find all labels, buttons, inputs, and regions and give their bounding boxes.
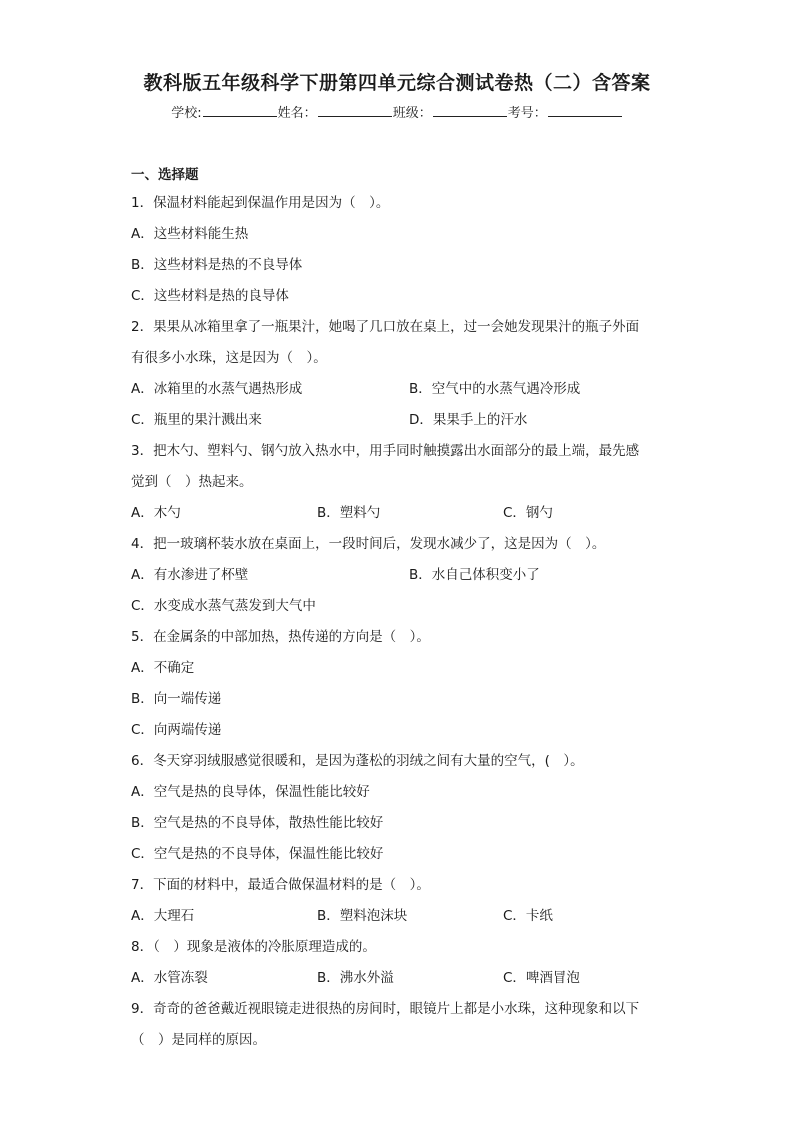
question-option: A．这些材料能生热 bbox=[131, 226, 249, 242]
question-stem: 2．果果从冰箱里拿了一瓶果汁，她喝了几口放在桌上，过一会她发现果汁的瓶子外面 bbox=[131, 319, 640, 335]
question-option: B．空气中的水蒸气遇冷形成 bbox=[409, 381, 581, 397]
question-option: B．沸水外溢 bbox=[317, 970, 394, 986]
question-option: C．钢勺 bbox=[503, 505, 553, 521]
question-option: B．这些材料是热的不良导体 bbox=[131, 257, 303, 273]
question-stem: 3．把木勺、塑料勺、钢勺放入热水中，用手同时触摸露出水面部分的最上端，最先感 bbox=[131, 443, 640, 459]
question-stem-continued: 有很多小水珠，这是因为（ ）。 bbox=[131, 350, 327, 366]
class-label: 班级： bbox=[392, 106, 432, 121]
question-option: B．向一端传递 bbox=[131, 691, 222, 707]
exam-no-label: 考号： bbox=[507, 106, 547, 121]
document-title: 教科版五年级科学下册第四单元综合测试卷热（二）含答案 bbox=[143, 72, 651, 94]
question-option: C．空气是热的不良导体，保温性能比较好 bbox=[131, 846, 384, 862]
question-option: B．水自己体积变小了 bbox=[409, 567, 540, 583]
question-option: A．木勺 bbox=[131, 505, 181, 521]
question-stem: 8．（ ）现象是液体的冷胀原理造成的。 bbox=[131, 939, 376, 955]
option-row bbox=[131, 901, 671, 932]
question-option: C．啤酒冒泡 bbox=[503, 970, 580, 986]
question-option: A．不确定 bbox=[131, 660, 195, 676]
question-option: B．塑料勺 bbox=[317, 505, 381, 521]
question-option: B．空气是热的不良导体，散热性能比较好 bbox=[131, 815, 384, 831]
question-option: C．卡纸 bbox=[503, 908, 553, 924]
question-stem: 6．冬天穿羽绒服感觉很暖和，是因为蓬松的羽绒之间有大量的空气，( ）。 bbox=[131, 753, 584, 769]
name-label: 姓名： bbox=[277, 106, 317, 121]
question-stem: 7．下面的材料中，最适合做保温材料的是（ ）。 bbox=[131, 877, 430, 893]
option-row bbox=[131, 498, 671, 529]
question-option: C．向两端传递 bbox=[131, 722, 222, 738]
question-option: A．有水渗进了杯壁 bbox=[131, 567, 249, 583]
question-stem-continued: 觉到（ ）热起来。 bbox=[131, 474, 253, 490]
question-option: C．这些材料是热的良导体 bbox=[131, 288, 289, 304]
option-row bbox=[131, 374, 671, 405]
question-stem: 5．在金属条的中部加热，热传递的方向是（ ）。 bbox=[131, 629, 430, 645]
question-option: C．瓶里的果汁溅出来 bbox=[131, 412, 262, 428]
option-row bbox=[131, 963, 671, 994]
class-blank[interactable] bbox=[433, 104, 507, 117]
option-row bbox=[131, 405, 671, 436]
question-stem: 9．奇奇的爸爸戴近视眼镜走进很热的房间时，眼镜片上都是小水珠，这种现象和以下 bbox=[131, 1001, 640, 1017]
name-blank[interactable] bbox=[318, 104, 392, 117]
exam-no-blank[interactable] bbox=[548, 104, 622, 117]
question-list bbox=[131, 162, 671, 1056]
question-option: D．果果手上的汗水 bbox=[409, 412, 528, 428]
section-title: 一、选择题 bbox=[131, 167, 199, 183]
school-label: 学校: bbox=[171, 106, 202, 121]
school-blank[interactable] bbox=[203, 104, 277, 117]
question-option: A．冰箱里的水蒸气遇热形成 bbox=[131, 381, 303, 397]
student-info-line bbox=[0, 102, 794, 121]
question-option: A．大理石 bbox=[131, 908, 195, 924]
question-option: A．空气是热的良导体，保温性能比较好 bbox=[131, 784, 370, 800]
option-row bbox=[131, 560, 671, 591]
question-stem: 4．把一玻璃杯装水放在桌面上，一段时间后，发现水减少了，这是因为（ ）。 bbox=[131, 536, 606, 552]
question-option: A．水管冻裂 bbox=[131, 970, 208, 986]
question-option: B．塑料泡沫块 bbox=[317, 908, 408, 924]
question-stem: 1．保温材料能起到保温作用是因为（ ）。 bbox=[131, 195, 390, 211]
question-option: C．水变成水蒸气蒸发到大气中 bbox=[131, 598, 316, 614]
question-stem-continued: （ ）是同样的原因。 bbox=[131, 1032, 266, 1048]
